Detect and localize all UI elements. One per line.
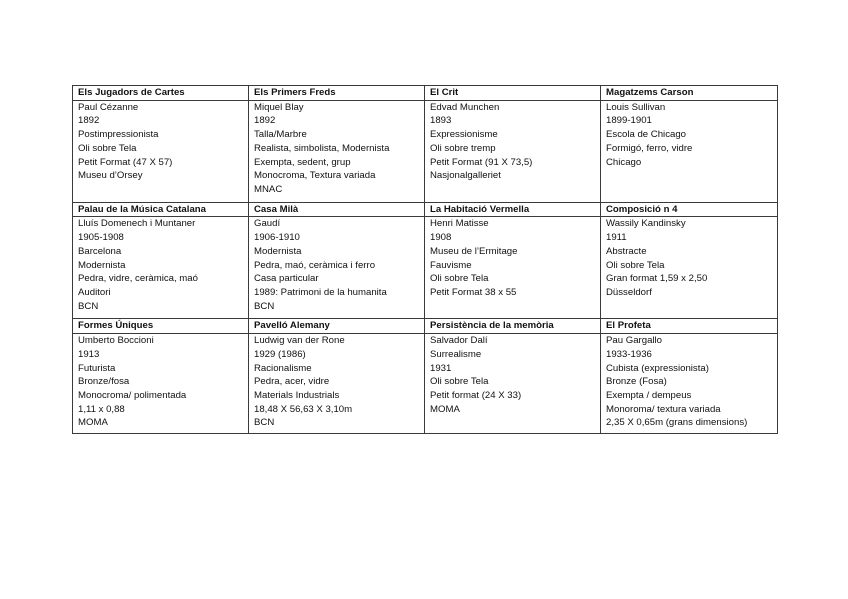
artwork-detail-line: 18,48 X 56,63 X 3,10m <box>254 403 353 415</box>
artwork-detail-line: BCN <box>254 300 275 312</box>
artworks-table <box>72 85 778 434</box>
artwork-detail-line: Oli sobre Tela <box>430 273 489 285</box>
artwork-detail-line: Pedra, maó, ceràmica i ferro <box>254 259 376 271</box>
artwork-detail-line: Louis Sullivan <box>606 101 666 113</box>
artwork-detail-line: Petit Format (47 X 57) <box>78 156 173 168</box>
artwork-title: Casa Milà <box>249 202 425 217</box>
artwork-detail-line: Henri Matisse <box>430 218 489 230</box>
artwork-title: Els Jugadors de Cartes <box>73 86 249 101</box>
artwork-detail-line: 2,35 X 0,65m (grans dimensions) <box>606 417 748 429</box>
artwork-detail-line: Exempta / dempeus <box>606 389 692 401</box>
details-row <box>73 217 778 319</box>
artwork-detail-line: 1905-1908 <box>78 232 124 244</box>
artwork-details <box>73 100 249 202</box>
artwork-detail-line: 1899-1901 <box>606 115 652 127</box>
artwork-detail-line: Chicago <box>606 156 642 168</box>
artwork-detail-line: Modernista <box>78 259 126 271</box>
artwork-detail-line: Bronze (Fosa) <box>606 376 667 388</box>
artwork-detail-line: Petit Format 38 x 55 <box>430 286 517 298</box>
artwork-detail-line: Exempta, sedent, grup <box>254 156 351 168</box>
artwork-details <box>601 217 778 319</box>
artwork-details <box>249 217 425 319</box>
artwork-detail-line: 1911 <box>606 232 627 244</box>
artwork-detail-line: Miquel Blay <box>254 101 304 113</box>
artwork-detail-line: Petit Format (91 X 73,5) <box>430 156 533 168</box>
artwork-title: La Habitació Vermella <box>425 202 601 217</box>
artwork-detail-line: 1933-1936 <box>606 348 652 360</box>
artwork-detail-line: Expressionisme <box>430 129 498 141</box>
artwork-detail-line: Talla/Marbre <box>254 129 307 141</box>
artwork-detail-line: Pedra, acer, vidre <box>254 376 330 388</box>
artwork-detail-line: Monoroma/ textura variada <box>606 403 721 415</box>
artwork-title: Magatzems Carson <box>601 86 778 101</box>
artwork-detail-line: 1892 <box>78 115 100 127</box>
artwork-details <box>249 334 425 434</box>
artwork-detail-line: 1989: Patrimoni de la humanita <box>254 286 387 298</box>
artwork-detail-line: MOMA <box>430 403 460 415</box>
artwork-detail-line: Surrealisme <box>430 348 482 360</box>
artwork-title: Formes Úniques <box>73 319 249 334</box>
artwork-detail-line: 1906-1910 <box>254 232 300 244</box>
artwork-detail-line: Umberto Boccioni <box>78 335 154 347</box>
artwork-detail-line: Auditori <box>78 286 111 298</box>
artwork-detail-line: Oli sobre tremp <box>430 142 496 154</box>
artwork-detail-line: Museu d’Orsey <box>78 170 143 182</box>
artwork-detail-line: 1893 <box>430 115 452 127</box>
artwork-detail-line: Ludwig van der Rone <box>254 335 345 347</box>
title-row <box>73 86 778 101</box>
artwork-detail-line: Petit format (24 X 33) <box>430 389 522 401</box>
artwork-detail-line: 1913 <box>78 348 100 360</box>
artworks-table-body <box>73 86 778 434</box>
artwork-details <box>73 217 249 319</box>
artwork-detail-line: Bronze/fosa <box>78 376 130 388</box>
artwork-detail-line: Racionalisme <box>254 362 312 374</box>
artwork-title: Pavelló Alemany <box>249 319 425 334</box>
artwork-details <box>425 217 601 319</box>
artwork-detail-line: 1,11 x 0,88 <box>78 403 125 415</box>
artwork-title: El Profeta <box>601 319 778 334</box>
artwork-title: Persistència de la memòria <box>425 319 601 334</box>
artwork-detail-line: Gran format 1,59 x 2,50 <box>606 273 708 285</box>
artwork-detail-line: Paul Cézanne <box>78 101 139 113</box>
artwork-title: Els Primers Freds <box>249 86 425 101</box>
artwork-detail-line: Materials Industrials <box>254 389 340 401</box>
artwork-detail-line: Oli sobre Tela <box>606 259 665 271</box>
artwork-detail-line: Edvad Munchen <box>430 101 500 113</box>
artwork-title: Composició n 4 <box>601 202 778 217</box>
artwork-detail-line: MNAC <box>254 183 283 195</box>
artwork-details <box>425 100 601 202</box>
artwork-detail-line: 1931 <box>430 362 452 374</box>
artwork-detail-line: Düsseldorf <box>606 286 652 298</box>
artwork-detail-line: Oli sobre Tela <box>78 142 137 154</box>
artwork-detail-line: Nasjonalgalleriet <box>430 170 501 182</box>
artwork-detail-line: 1892 <box>254 115 276 127</box>
artwork-detail-line: Gaudí <box>254 218 281 230</box>
artwork-detail-line: Pau Gargallo <box>606 335 662 347</box>
artwork-title: El Crit <box>425 86 601 101</box>
title-row <box>73 202 778 217</box>
artwork-detail-line: Salvador Dalí <box>430 335 488 347</box>
artwork-detail-line: Cubista (expressionista) <box>606 362 709 374</box>
artwork-detail-line: Monocroma/ polimentada <box>78 389 187 401</box>
artwork-detail-line: BCN <box>78 300 99 312</box>
artwork-detail-line: Formigó, ferro, vidre <box>606 142 693 154</box>
details-row <box>73 100 778 202</box>
artwork-details <box>425 334 601 434</box>
artwork-detail-line: Escola de Chicago <box>606 129 686 141</box>
artwork-detail-line: Abstracte <box>606 245 647 257</box>
artwork-detail-line: MOMA <box>78 417 108 429</box>
artwork-details <box>601 334 778 434</box>
artwork-detail-line: 1908 <box>430 232 452 244</box>
artwork-detail-line: Modernista <box>254 245 302 257</box>
artwork-detail-line: Fauvisme <box>430 259 472 271</box>
artwork-detail-line: Casa particular <box>254 273 319 285</box>
artwork-detail-line: Pedra, vidre, ceràmica, maó <box>78 273 198 285</box>
artwork-detail-line: BCN <box>254 417 275 429</box>
artwork-detail-line: Monocroma, Textura variada <box>254 170 376 182</box>
details-row <box>73 334 778 434</box>
artwork-detail-line: Futurista <box>78 362 116 374</box>
artwork-detail-line: Wassily Kandinsky <box>606 218 686 230</box>
artwork-detail-line: Postimpressionista <box>78 129 159 141</box>
artwork-details <box>601 100 778 202</box>
title-row <box>73 319 778 334</box>
artwork-detail-line: Lluís Domenech i Muntaner <box>78 218 196 230</box>
artwork-detail-line: Museu de l’Ermitage <box>430 245 518 257</box>
artwork-detail-line: Oli sobre Tela <box>430 376 489 388</box>
artwork-detail-line: Barcelona <box>78 245 122 257</box>
artwork-details <box>73 334 249 434</box>
artwork-detail-line: 1929 (1986) <box>254 348 306 360</box>
artwork-title: Palau de la Música Catalana <box>73 202 249 217</box>
artwork-details <box>249 100 425 202</box>
artwork-detail-line: Realista, simbolista, Modernista <box>254 142 390 154</box>
